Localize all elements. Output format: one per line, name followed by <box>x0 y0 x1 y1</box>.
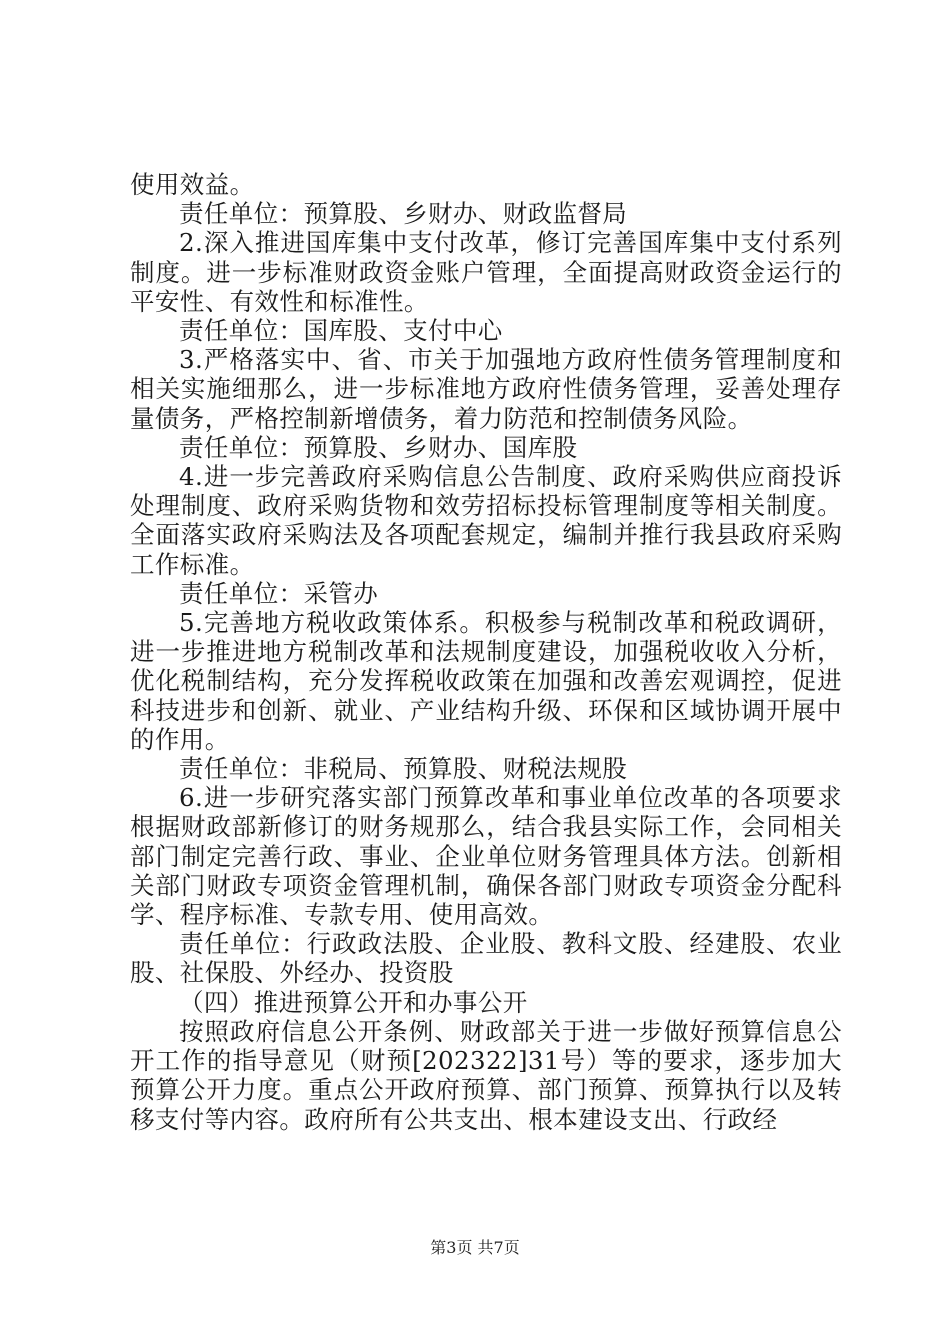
paragraph-item-3: 3.严格落实中、省、市关于加强地方政府性债务管理制度和相关实施细那么，进一步标准地方政府性债务管理，妥善处理存量债务，严格控制新增债务，着力防范和控制债务风险。 <box>130 345 842 433</box>
paragraph-responsible-unit: 责任单位：非税局、预算股、财税法规股 <box>179 754 628 784</box>
paragraph-item-2: 2.深入推进国库集中支付改革，修订完善国库集中支付系列制度。进一步标准财政资金账户管理，全面提高财政资金运行的平安性、有效性和标准性。 <box>130 228 842 316</box>
paragraph-responsible-unit: 责任单位：采管办 <box>179 578 379 608</box>
paragraph-item-4: 4.进一步完善政府采购信息公告制度、政府采购供应商投诉处理制度、政府采购货物和效劳招标投标管理制度等相关制度。全面落实政府采购法及各项配套规定，编制并推行我县政府采购工作标准。 <box>130 462 842 579</box>
document-body <box>130 170 842 1134</box>
section-heading: （四）推进预算公开和办事公开 <box>179 987 528 1017</box>
paragraph-item-5: 5.完善地方税收政策体系。积极参与税制改革和税政调研，进一步推进地方税制改革和法规制度建设，加强税收收入分析，优化税制结构，充分发挥税收政策在加强和改善宏观调控，促进科技进步和创新、就业、产业结构升级、环保和区域协调开展中的作用。 <box>130 608 842 754</box>
paragraph-responsible-unit: 责任单位：预算股、乡财办、财政监督局 <box>179 199 628 229</box>
paragraph-responsible-unit: 责任单位：行政政法股、企业股、教科文股、经建股、农业股、社保股、外经办、投资股 <box>130 929 842 988</box>
paragraph-budget-disclosure: 按照政府信息公开条例、财政部关于进一步做好预算信息公开工作的指导意见（财预[202322]31号）等的要求，逐步加大预算公开力度。重点公开政府预算、部门预算、预算执行以及转移支付等内容。政府所有公共支出、根本建设支出、行政经 <box>130 1016 842 1134</box>
paragraph-continuation: 使用效益。 <box>130 170 255 199</box>
paragraph-responsible-unit: 责任单位：预算股、乡财办、国库股 <box>179 432 578 462</box>
paragraph-item-6: 6.进一步研究落实部门预算改革和事业单位改革的各项要求根据财政部新修订的财务规那么，结合我县实际工作，会同相关部门制定完善行政、事业、企业单位财务管理具体方法。创新相关部门财政专项资金管理机制，确保各部门财政专项资金分配科学、程序标准、专款专用、使用高效。 <box>130 783 842 930</box>
paragraph-responsible-unit: 责任单位：国库股、支付中心 <box>179 316 503 346</box>
page-footer: 第3页 共7页 <box>430 1238 520 1257</box>
